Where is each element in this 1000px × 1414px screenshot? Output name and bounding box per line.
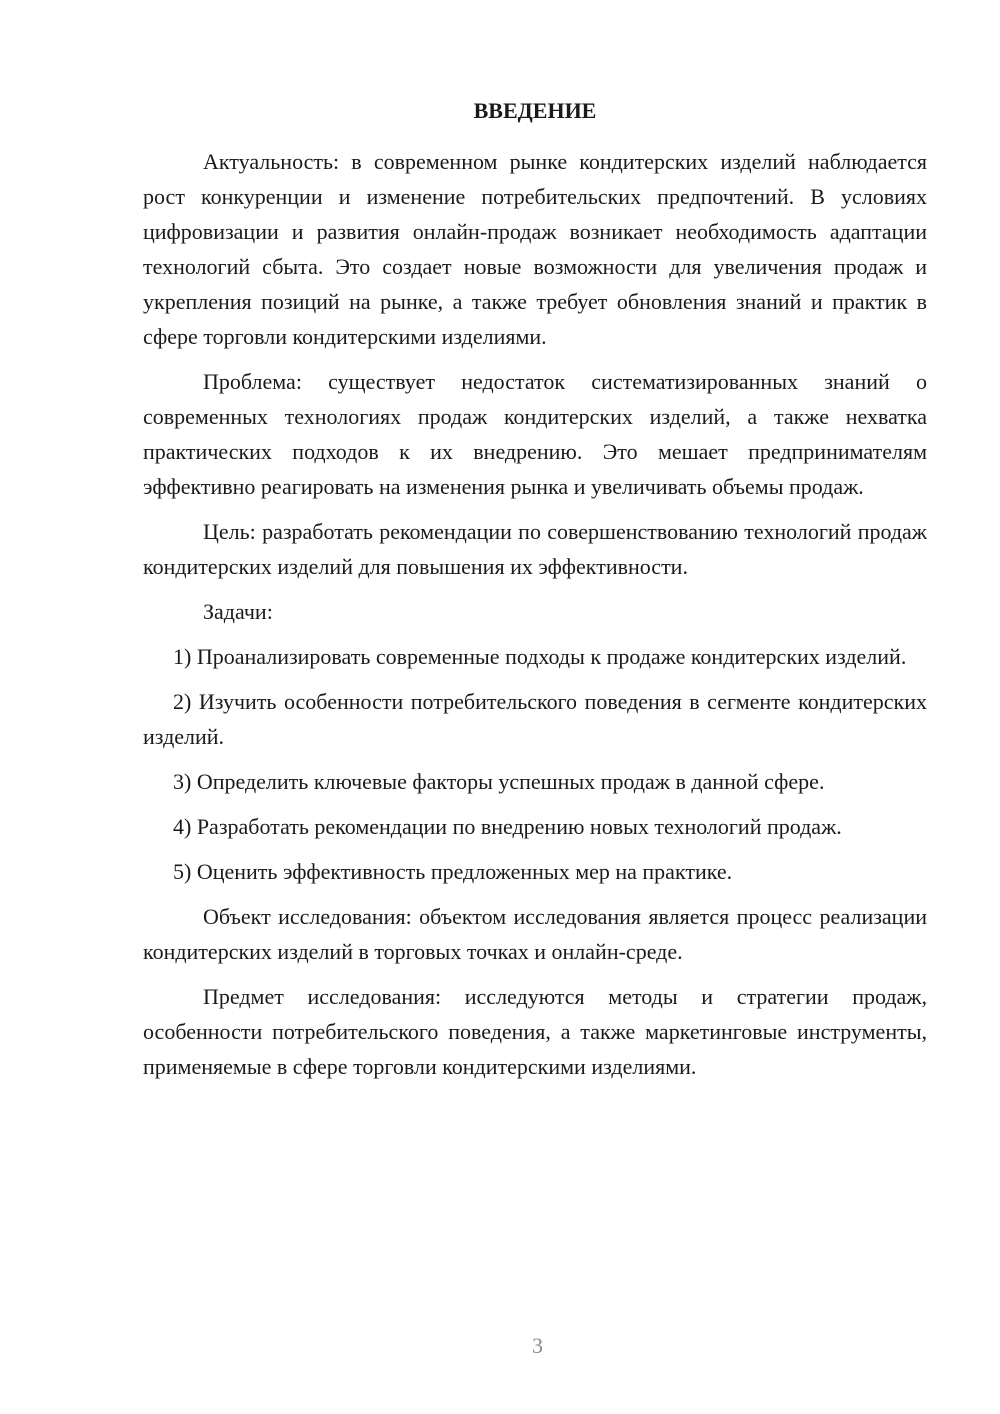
page-content (143, 96, 927, 1094)
task-item: 3) Определить ключевые факторы успешных продаж в данной сфере. (173, 769, 825, 794)
paragraph-subject: Предмет исследования: исследуются методы и стратегии продаж, особенности потребительского поведения, а также маркетинговые инструменты, применяемые в сфере торговли кондитерскими изделиями. (143, 984, 927, 1079)
paragraph-goal: Цель: разработать рекомендации по совершенствованию технологий продаж кондитерских изделий для повышения их эффективности. (143, 519, 927, 579)
task-item: 1) Проанализировать современные подходы к продаже кондитерских изделий. (173, 644, 907, 669)
tasks-heading: Задачи: (203, 599, 273, 624)
task-item: 2) Изучить особенности потребительского поведения в сегменте кондитерских изделий. (143, 689, 927, 749)
page-number: 3 (532, 1333, 543, 1358)
section-title: ВВЕДЕНИЕ (473, 98, 597, 123)
task-item: 4) Разработать рекомендации по внедрению новых технологий продаж. (173, 814, 842, 839)
paragraph-object: Объект исследования: объектом исследования является процесс реализации кондитерских изделий в торговых точках и онлайн-среде. (143, 904, 927, 964)
paragraph-problem: Проблема: существует недостаток систематизированных знаний о современных технологиях продаж кондитерских изделий, а также нехватка практических подходов к их внедрению. Это мешает предпринимателям эффективно реагировать на изменения рынка и увеличивать объемы продаж. (143, 369, 927, 499)
task-item: 5) Оценить эффективность предложенных мер на практике. (173, 859, 733, 884)
paragraph-relevance: Актуальность: в современном рынке кондитерских изделий наблюдается рост конкуренции и изменение потребительских предпочтений. В условиях цифровизации и развития онлайн-продаж возникает необходимость адаптации технологий сбыта. Это создает новые возможности для увеличения продаж и укрепления позиций на рынке, а также требует обновления знаний и практик в сфере торговли кондитерскими изделиями. (143, 149, 927, 349)
